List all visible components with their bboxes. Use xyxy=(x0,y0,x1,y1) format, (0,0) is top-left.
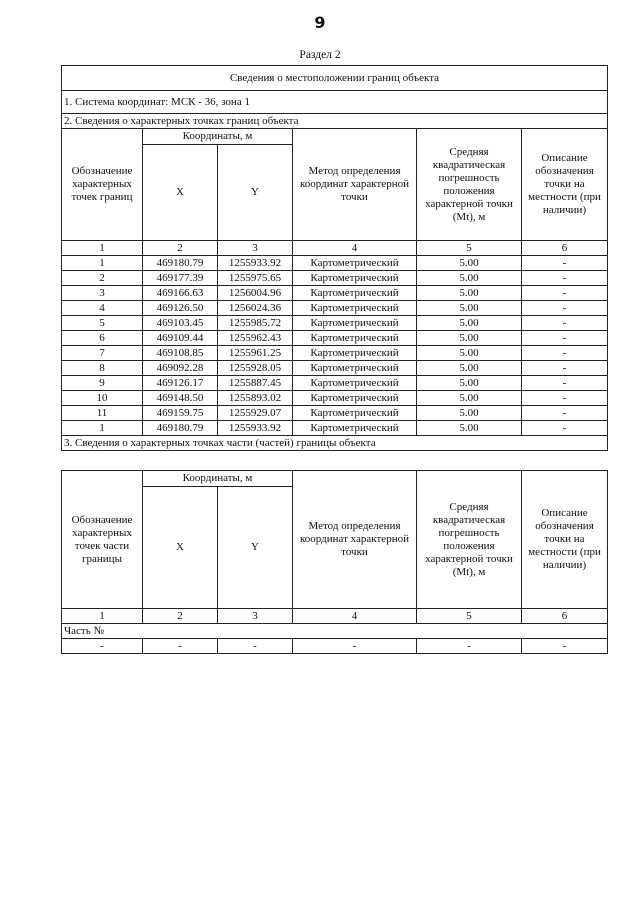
table-row xyxy=(62,316,608,331)
header-accuracy: Средняя квадратическая погрешность положения характерной точки (Mt), м xyxy=(417,129,522,241)
point-number-cell: 5 xyxy=(62,316,143,331)
header-description: Описание обозначения точки на местности (при наличии) xyxy=(522,129,608,241)
point-number-cell: 10 xyxy=(62,391,143,406)
coordinate-system: 1. Система координат: МСК - 36, зона 1 xyxy=(62,91,608,114)
description-cell: - xyxy=(522,271,608,286)
part-cell: - xyxy=(62,639,143,654)
method-cell: Картометрический xyxy=(293,316,417,331)
part-points-table xyxy=(61,470,608,654)
section3-title: 3. Сведения о характерных точках части (частей) границы объекта xyxy=(62,436,608,451)
accuracy-cell: 5.00 xyxy=(417,331,522,346)
accuracy-cell: 5.00 xyxy=(417,406,522,421)
table-row xyxy=(62,376,608,391)
y-cell: 1255961.25 xyxy=(218,346,293,361)
part-cell: - xyxy=(143,639,218,654)
y-cell: 1256024.36 xyxy=(218,301,293,316)
x-cell: 469126.17 xyxy=(143,376,218,391)
part-cell: - xyxy=(218,639,293,654)
table-row xyxy=(62,271,608,286)
method-cell: Картометрический xyxy=(293,301,417,316)
method-cell: Картометрический xyxy=(293,391,417,406)
column-number: 3 xyxy=(218,241,293,256)
y-cell: 1256004.96 xyxy=(218,286,293,301)
table-row xyxy=(62,286,608,301)
header-accuracy: Средняя квадратическая погрешность положения характерной точки (Mt), м xyxy=(417,471,522,609)
description-cell: - xyxy=(522,346,608,361)
boundary-points-table xyxy=(61,65,608,451)
column-number: 3 xyxy=(218,609,293,624)
table-row xyxy=(62,346,608,361)
description-cell: - xyxy=(522,376,608,391)
point-number-cell: 8 xyxy=(62,361,143,376)
point-number-cell: 4 xyxy=(62,301,143,316)
point-number-cell: 1 xyxy=(62,421,143,436)
header-description: Описание обозначения точки на местности (при наличии) xyxy=(522,471,608,609)
part-row xyxy=(62,639,608,654)
point-number-cell: 3 xyxy=(62,286,143,301)
part-cell: - xyxy=(417,639,522,654)
column-number: 5 xyxy=(417,241,522,256)
column-number: 6 xyxy=(522,609,608,624)
accuracy-cell: 5.00 xyxy=(417,301,522,316)
header-method: Метод определения координат характерной точки xyxy=(293,471,417,609)
header-y: Y xyxy=(218,145,293,241)
description-cell: - xyxy=(522,406,608,421)
x-cell: 469180.79 xyxy=(143,421,218,436)
point-number-cell: 9 xyxy=(62,376,143,391)
header-point-label: Обозначение характерных точек границ xyxy=(62,129,143,241)
header-x: X xyxy=(143,145,218,241)
x-cell: 469177.39 xyxy=(143,271,218,286)
accuracy-cell: 5.00 xyxy=(417,391,522,406)
x-cell: 469180.79 xyxy=(143,256,218,271)
accuracy-cell: 5.00 xyxy=(417,256,522,271)
column-number: 4 xyxy=(293,241,417,256)
point-number-cell: 1 xyxy=(62,256,143,271)
y-cell: 1255985.72 xyxy=(218,316,293,331)
x-cell: 469126.50 xyxy=(143,301,218,316)
x-cell: 469092.28 xyxy=(143,361,218,376)
y-cell: 1255933.92 xyxy=(218,421,293,436)
column-number-row xyxy=(62,241,608,256)
part-label: Часть № xyxy=(62,624,608,639)
description-cell: - xyxy=(522,286,608,301)
method-cell: Картометрический xyxy=(293,271,417,286)
method-cell: Картометрический xyxy=(293,421,417,436)
method-cell: Картометрический xyxy=(293,346,417,361)
description-cell: - xyxy=(522,301,608,316)
header-y: Y xyxy=(218,487,293,609)
accuracy-cell: 5.00 xyxy=(417,361,522,376)
method-cell: Картометрический xyxy=(293,286,417,301)
description-cell: - xyxy=(522,361,608,376)
column-number: 5 xyxy=(417,609,522,624)
column-number: 4 xyxy=(293,609,417,624)
table-row xyxy=(62,406,608,421)
accuracy-cell: 5.00 xyxy=(417,286,522,301)
point-number-cell: 2 xyxy=(62,271,143,286)
accuracy-cell: 5.00 xyxy=(417,346,522,361)
accuracy-cell: 5.00 xyxy=(417,376,522,391)
point-number-cell: 7 xyxy=(62,346,143,361)
y-cell: 1255893.02 xyxy=(218,391,293,406)
x-cell: 469108.85 xyxy=(143,346,218,361)
y-cell: 1255962.43 xyxy=(218,331,293,346)
description-cell: - xyxy=(522,256,608,271)
header-method: Метод определения координат характерной точки xyxy=(293,129,417,241)
point-number-cell: 11 xyxy=(62,406,143,421)
x-cell: 469103.45 xyxy=(143,316,218,331)
table-title: Сведения о местоположении границ объекта xyxy=(62,66,608,91)
table-row xyxy=(62,301,608,316)
y-cell: 1255928.05 xyxy=(218,361,293,376)
method-cell: Картометрический xyxy=(293,331,417,346)
method-cell: Картометрический xyxy=(293,361,417,376)
column-number-row xyxy=(62,609,608,624)
description-cell: - xyxy=(522,391,608,406)
y-cell: 1255975.65 xyxy=(218,271,293,286)
table-row xyxy=(62,391,608,406)
column-number: 1 xyxy=(62,241,143,256)
y-cell: 1255933.92 xyxy=(218,256,293,271)
method-cell: Картометрический xyxy=(293,376,417,391)
part-cell: - xyxy=(293,639,417,654)
method-cell: Картометрический xyxy=(293,406,417,421)
y-cell: 1255929.07 xyxy=(218,406,293,421)
header-coordinates: Координаты, м xyxy=(143,471,293,487)
table-row xyxy=(62,361,608,376)
table-row xyxy=(62,256,608,271)
description-cell: - xyxy=(522,331,608,346)
x-cell: 469109.44 xyxy=(143,331,218,346)
x-cell: 469166.63 xyxy=(143,286,218,301)
page-number: 9 xyxy=(314,13,326,32)
table-row xyxy=(62,421,608,436)
point-number-cell: 6 xyxy=(62,331,143,346)
y-cell: 1255887.45 xyxy=(218,376,293,391)
header-x: X xyxy=(143,487,218,609)
method-cell: Картометрический xyxy=(293,256,417,271)
accuracy-cell: 5.00 xyxy=(417,271,522,286)
x-cell: 469159.75 xyxy=(143,406,218,421)
header-part-point-label: Обозначение характерных точек части границы xyxy=(62,471,143,609)
column-number: 2 xyxy=(143,241,218,256)
header-coordinates: Координаты, м xyxy=(143,129,293,145)
part-cell: - xyxy=(522,639,608,654)
description-cell: - xyxy=(522,421,608,436)
column-number: 6 xyxy=(522,241,608,256)
section-label: Раздел 2 xyxy=(299,49,341,61)
table-row xyxy=(62,331,608,346)
accuracy-cell: 5.00 xyxy=(417,316,522,331)
x-cell: 469148.50 xyxy=(143,391,218,406)
column-number: 1 xyxy=(62,609,143,624)
section2-title: 2. Сведения о характерных точках границ объекта xyxy=(62,114,608,129)
column-number: 2 xyxy=(143,609,218,624)
description-cell: - xyxy=(522,316,608,331)
accuracy-cell: 5.00 xyxy=(417,421,522,436)
